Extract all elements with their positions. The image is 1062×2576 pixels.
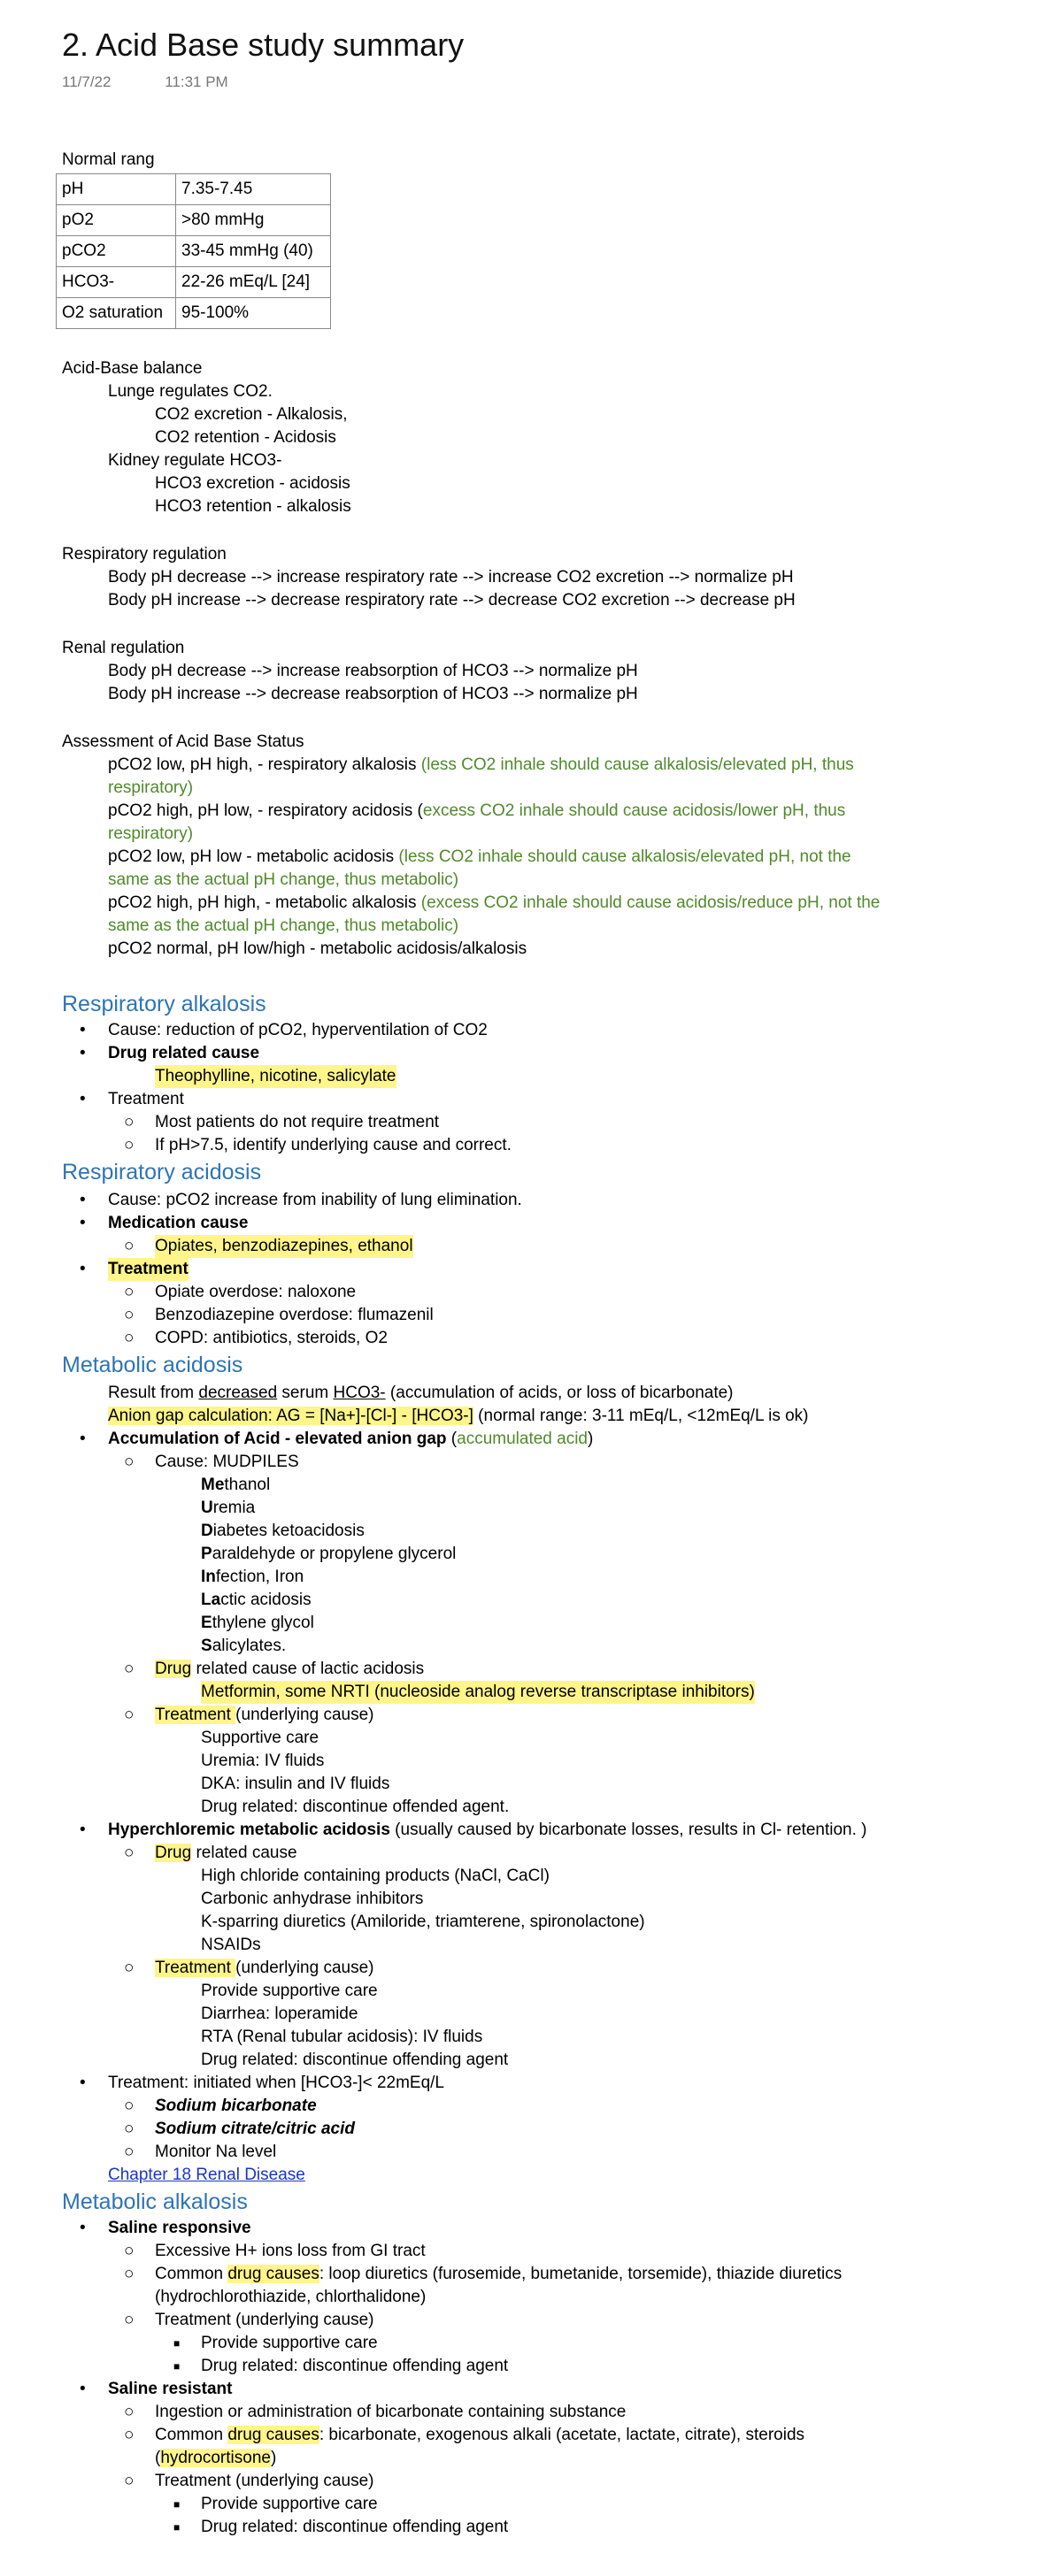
normal-range-value: 7.35-7.45 xyxy=(176,174,331,205)
mudpiles-item: Ethylene glycol xyxy=(201,1614,314,1632)
sr-treatment-2: Drug related: discontinue offending agent xyxy=(201,2357,509,2375)
normal-range-key: pCO2 xyxy=(57,236,176,267)
bullet-circle: ○ xyxy=(124,1113,135,1131)
bullet-circle: ○ xyxy=(124,1306,135,1324)
normal-range-row xyxy=(57,298,331,329)
hyper-drug-line: Drug related cause xyxy=(155,1844,297,1862)
resp-alk-treatment-2: If pH>7.5, identify underlying cause and correct. xyxy=(155,1136,512,1154)
assess-line-1-cont: respiratory) xyxy=(108,778,194,797)
hyper-drug-item: NSAIDs xyxy=(201,1936,261,1954)
bullet-circle: ○ xyxy=(124,2265,135,2283)
bullet-dot: • xyxy=(80,1214,86,1232)
resp-reg-line-2: Body pH increase --> decrease respiratory rate --> decrease CO2 excretion --> decrease pH xyxy=(108,591,796,610)
balance-heading: Acid-Base balance xyxy=(62,359,203,378)
bullet-square: ■ xyxy=(173,2337,181,2350)
normal-range-value: 33-45 mmHg (40) xyxy=(176,236,331,267)
balance-kidney-1: HCO3 excretion - acidosis xyxy=(155,474,350,493)
bullet-dot: • xyxy=(80,2380,86,2398)
normal-range-value: 22-26 mEq/L [24] xyxy=(176,267,331,298)
resp-acid-cause: Cause: pCO2 increase from inability of lung elimination. xyxy=(108,1191,522,1209)
mudpiles-item: Salicylates. xyxy=(201,1637,287,1655)
bullet-dot: • xyxy=(80,1260,86,1278)
hyper-treatment-item: Drug related: discontinue offending agent xyxy=(201,2051,509,2069)
bullet-circle: ○ xyxy=(124,1959,135,1977)
init-sodium-bicarbonate: Sodium bicarbonate xyxy=(155,2097,317,2115)
met-acidosis-heading: Metabolic acidosis xyxy=(62,1353,243,1377)
resp-alk-cause: Cause: reduction of pCO2, hyperventilation of CO2 xyxy=(108,1021,488,1039)
note-page xyxy=(62,25,1035,94)
srr-drug-causes: Common drug causes: bicarbonate, exogenous alkali (acetate, lactate, citrate), steroids xyxy=(155,2426,805,2444)
bullet-dot: • xyxy=(80,1191,86,1209)
resp-alkalosis-heading: Respiratory alkalosis xyxy=(62,992,266,1016)
normal-range-value: 95-100% xyxy=(176,298,331,329)
srr-treatment-1: Provide supportive care xyxy=(201,2495,378,2513)
bullet-circle: ○ xyxy=(124,2426,135,2444)
bullet-dot: • xyxy=(80,1021,86,1039)
bullet-circle: ○ xyxy=(124,1660,135,1678)
resp-reg-line-1: Body pH decrease --> increase respiratory rate --> increase CO2 excretion --> normalize pH xyxy=(108,568,794,586)
bullet-square: ■ xyxy=(173,2521,181,2534)
hyper-treatment-line: Treatment (underlying cause) xyxy=(155,1959,374,1977)
bullet-circle: ○ xyxy=(124,2120,135,2138)
chapter-link[interactable]: Chapter 18 Renal Disease xyxy=(108,2166,305,2184)
note-time: 11:31 PM xyxy=(165,73,228,90)
assess-line-2: pCO2 high, pH low, - respiratory acidosis (excess CO2 inhale should cause acidosis/lower pH, thus xyxy=(108,801,846,820)
hyper-treatment-item: Provide supportive care xyxy=(201,1982,378,2000)
met-alkalosis-heading: Metabolic alkalosis xyxy=(62,2189,248,2214)
mudpiles-item: Infection, Iron xyxy=(201,1568,304,1586)
bullet-circle: ○ xyxy=(124,1844,135,1862)
bullet-circle: ○ xyxy=(124,1453,135,1471)
renal-reg-line-2: Body pH increase --> decrease reabsorption of HCO3 --> normalize pH xyxy=(108,685,638,703)
resp-acidosis-heading: Respiratory acidosis xyxy=(62,1160,262,1184)
hyper-drug-item: K-sparring diuretics (Amiloride, triamterene, spironolactone) xyxy=(201,1913,645,1931)
hyper-drug-item: High chloride containing products (NaCl, CaCl) xyxy=(201,1867,550,1885)
normal-range-table xyxy=(56,173,331,329)
met-acid-treatment-line: Treatment (underlying cause) xyxy=(155,1706,374,1724)
bullet-circle: ○ xyxy=(124,2143,135,2161)
resp-acid-treatment-3: COPD: antibiotics, steroids, O2 xyxy=(155,1329,388,1347)
normal-range-heading: Normal rang xyxy=(62,150,155,169)
init-monitor-na: Monitor Na level xyxy=(155,2143,277,2161)
normal-range-key: O2 saturation xyxy=(57,298,176,329)
bullet-circle: ○ xyxy=(124,2403,135,2421)
met-acid-treatment-item: DKA: insulin and IV fluids xyxy=(201,1775,390,1793)
resp-acid-treatment-1: Opiate overdose: naloxone xyxy=(155,1283,357,1301)
sr-treatment-1: Provide supportive care xyxy=(201,2334,378,2352)
normal-range-value: >80 mmHg xyxy=(176,205,331,236)
mudpiles-item: Diabetes ketoacidosis xyxy=(201,1522,365,1540)
assess-line-4-cont: same as the actual pH change, thus metabolic) xyxy=(108,916,459,935)
assess-line-3: pCO2 low, pH low - metabolic acidosis (less CO2 inhale should cause alkalosis/elevated pH, not the xyxy=(108,847,851,866)
met-acid-hyperchloremic: Hyperchloremic metabolic acidosis (usually caused by bicarbonate losses, results in Cl- retention. ) xyxy=(108,1821,867,1839)
balance-lung: Lunge regulates CO2. xyxy=(108,382,273,401)
sr-gi-loss: Excessive H+ ions loss from GI tract xyxy=(155,2242,426,2260)
init-sodium-citrate: Sodium citrate/citric acid xyxy=(155,2120,355,2138)
hyper-drug-item: Carbonic anhydrase inhibitors xyxy=(201,1890,424,1908)
resp-reg-heading: Respiratory regulation xyxy=(62,545,227,564)
bullet-circle: ○ xyxy=(124,1237,135,1255)
saline-responsive: Saline responsive xyxy=(108,2219,251,2237)
hyper-treatment-item: Diarrhea: loperamide xyxy=(201,2005,358,2023)
normal-range-key: HCO3- xyxy=(57,267,176,298)
resp-acid-treatment-2: Benzodiazepine overdose: flumazenil xyxy=(155,1306,434,1324)
balance-kidney-2: HCO3 retention - alkalosis xyxy=(155,497,351,516)
balance-lung-2: CO2 retention - Acidosis xyxy=(155,428,336,447)
hyper-treatment-item: RTA (Renal tubular acidosis): IV fluids xyxy=(201,2028,483,2046)
note-meta xyxy=(62,71,1035,94)
bullet-circle: ○ xyxy=(124,2097,135,2115)
met-acid-treatment-item: Uremia: IV fluids xyxy=(201,1752,325,1770)
saline-resistant: Saline resistant xyxy=(108,2380,233,2398)
assess-line-4: pCO2 high, pH high, - metabolic alkalosis (excess CO2 inhale should cause acidosis/reduce pH, not the xyxy=(108,893,881,912)
met-acid-init-treatment: Treatment: initiated when [HCO3-]< 22mEq/L xyxy=(108,2074,444,2092)
normal-range-key: pO2 xyxy=(57,205,176,236)
note-date: 11/7/22 xyxy=(62,73,112,90)
bullet-dot: • xyxy=(80,1430,86,1448)
bullet-dot: • xyxy=(80,2219,86,2237)
bullet-circle: ○ xyxy=(124,1706,135,1724)
bullet-circle: ○ xyxy=(124,2311,135,2329)
met-acid-mudpiles: Cause: MUDPILES xyxy=(155,1453,299,1471)
normal-range-row xyxy=(57,174,331,205)
balance-kidney: Kidney regulate HCO3- xyxy=(108,451,282,470)
resp-acid-med-list: Opiates, benzodiazepines, ethanol xyxy=(155,1235,413,1258)
resp-acid-med-heading: Medication cause xyxy=(108,1214,249,1232)
met-acid-drug-line: Drug related cause of lactic acidosis xyxy=(155,1660,425,1678)
met-acid-result: Result from decreased serum HCO3- (accumulation of acids, or loss of bicarbonate) xyxy=(108,1384,734,1402)
mudpiles-item: Methanol xyxy=(201,1476,271,1494)
assess-line-2-cont: respiratory) xyxy=(108,824,194,843)
renal-reg-line-1: Body pH decrease --> increase reabsorption of HCO3 --> normalize pH xyxy=(108,662,638,680)
bullet-circle: ○ xyxy=(124,1136,135,1154)
bullet-circle: ○ xyxy=(124,1329,135,1347)
renal-reg-heading: Renal regulation xyxy=(62,639,185,657)
met-acid-accumulation: Accumulation of Acid - elevated anion gap (accumulated acid) xyxy=(108,1430,594,1448)
bullet-square: ■ xyxy=(173,2360,181,2373)
bullet-square: ■ xyxy=(173,2498,181,2511)
bullet-dot: • xyxy=(80,2074,86,2092)
normal-range-key: pH xyxy=(57,174,176,205)
met-acid-anion-gap: Anion gap calculation: AG = [Na+]-[Cl-] - [HCO3-] (normal range: 3-11 mEq/L, <12mEq/L is ok) xyxy=(108,1407,809,1425)
resp-alk-treatment: Treatment xyxy=(108,1090,184,1108)
mudpiles-item: Uremia xyxy=(201,1499,256,1517)
bullet-dot: • xyxy=(80,1044,86,1062)
srr-ingestion: Ingestion or administration of bicarbonate containing substance xyxy=(155,2403,627,2421)
met-acid-drug-list: Metformin, some NRTI (nucleoside analog reverse transcriptase inhibitors) xyxy=(201,1681,755,1704)
resp-acid-treatment: Treatment xyxy=(108,1258,189,1281)
srr-treatment: Treatment (underlying cause) xyxy=(155,2472,374,2490)
page-title: 2. Acid Base study summary xyxy=(62,27,465,63)
resp-alk-drug-heading: Drug related cause xyxy=(108,1044,260,1062)
normal-range-row xyxy=(57,267,331,298)
balance-lung-1: CO2 excretion - Alkalosis, xyxy=(155,405,348,424)
bullet-dot: • xyxy=(80,1090,86,1108)
assess-line-3-cont: same as the actual pH change, thus metabolic) xyxy=(108,870,459,889)
normal-range-row xyxy=(57,205,331,236)
normal-range-row xyxy=(57,236,331,267)
assess-line-1: pCO2 low, pH high, - respiratory alkalosis (less CO2 inhale should cause alkalosis/elevated pH, thus xyxy=(108,755,854,774)
bullet-circle: ○ xyxy=(124,2242,135,2260)
sr-drug-causes-cont: (hydrochlorothiazide, chlorthalidone) xyxy=(155,2288,427,2306)
bullet-circle: ○ xyxy=(124,2472,135,2490)
resp-alk-treatment-1: Most patients do not require treatment xyxy=(155,1113,440,1131)
srr-drug-causes-cont: (hydrocortisone) xyxy=(155,2449,277,2467)
bullet-dot: • xyxy=(80,1821,86,1839)
resp-alk-drug-list: Theophylline, nicotine, salicylate xyxy=(155,1065,396,1088)
sr-treatment: Treatment (underlying cause) xyxy=(155,2311,374,2329)
srr-treatment-2: Drug related: discontinue offending agent xyxy=(201,2518,509,2536)
bullet-circle: ○ xyxy=(124,1283,135,1301)
assess-heading: Assessment of Acid Base Status xyxy=(62,732,304,751)
met-acid-treatment-item: Drug related: discontinue offended agent. xyxy=(201,1798,510,1816)
mudpiles-item: Paraldehyde or propylene glycerol xyxy=(201,1545,457,1563)
mudpiles-item: Lactic acidosis xyxy=(201,1591,312,1609)
met-acid-treatment-item: Supportive care xyxy=(201,1729,319,1747)
assess-line-5: pCO2 normal, pH low/high - metabolic acidosis/alkalosis xyxy=(108,939,527,958)
sr-drug-causes: Common drug causes: loop diuretics (furosemide, bumetanide, torsemide), thiazide diuretics xyxy=(155,2265,843,2283)
